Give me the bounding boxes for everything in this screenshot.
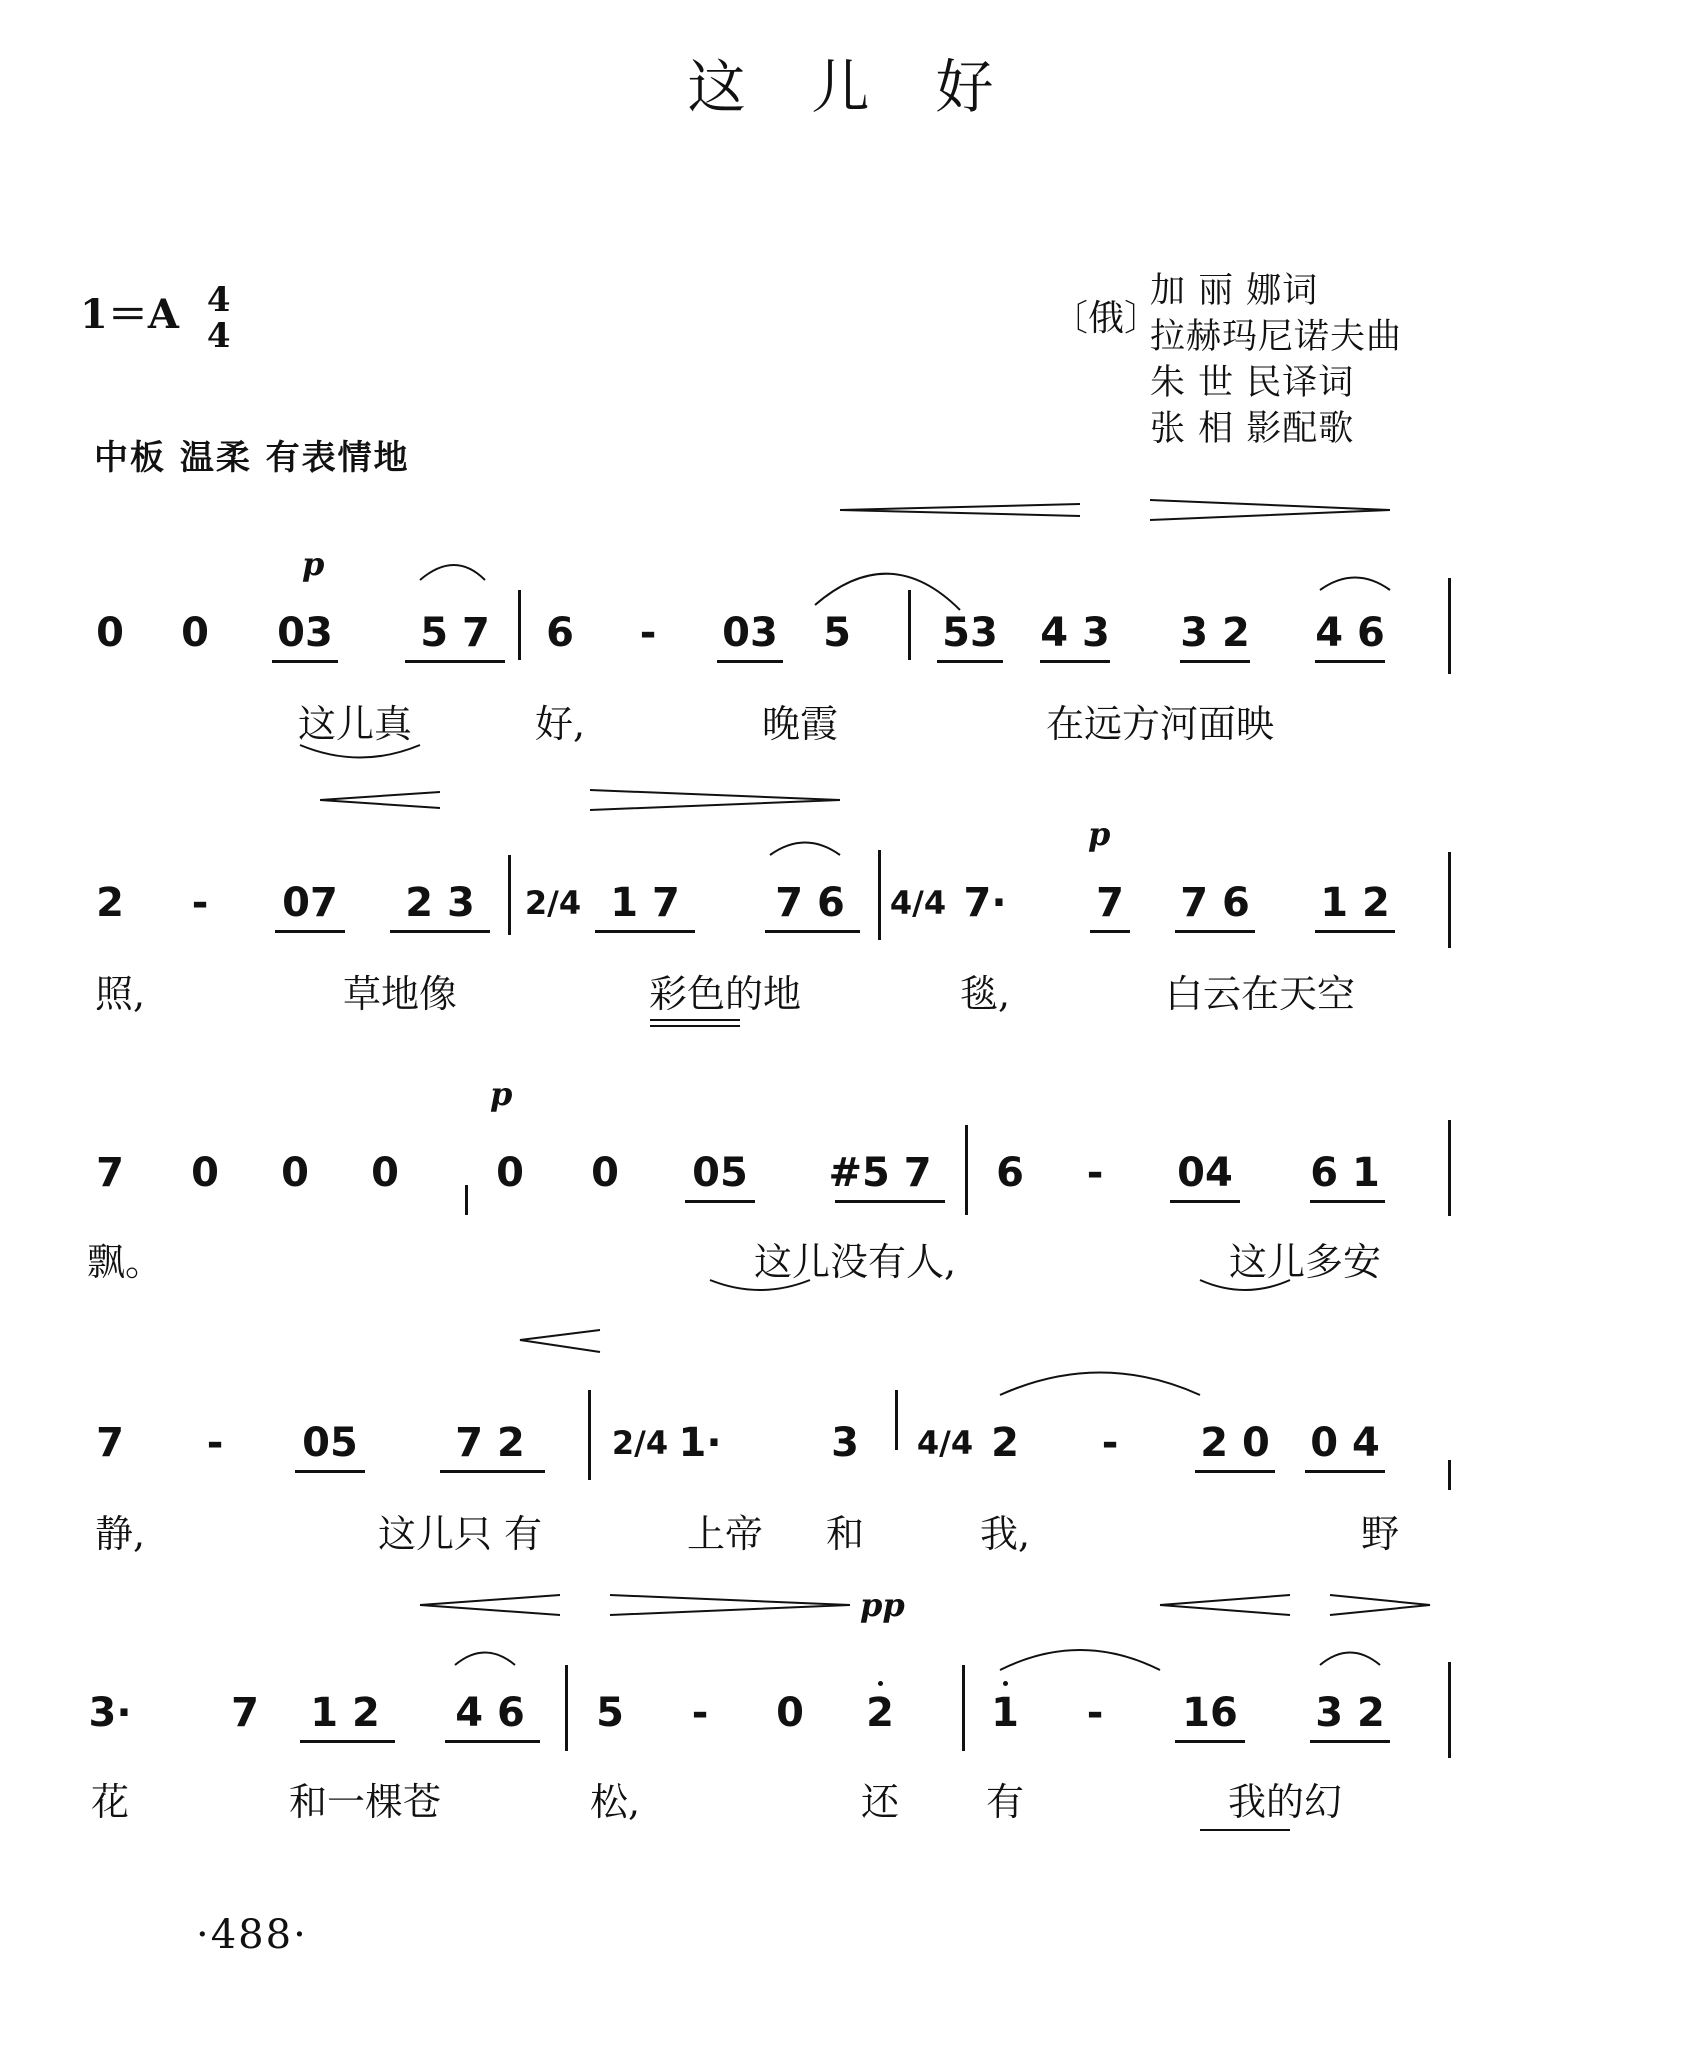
beam [405, 660, 505, 663]
note: 6 1 [1310, 1150, 1380, 1196]
high-dot [878, 1681, 883, 1686]
barline [588, 1390, 591, 1480]
note: 1· [678, 1420, 722, 1466]
barline [1448, 578, 1451, 674]
slur [1000, 1373, 1200, 1396]
credit-arranger: 张 相 影配歌 [1150, 409, 1355, 449]
note: 7 6 [1180, 880, 1250, 926]
note: 0 4 [1310, 1420, 1380, 1466]
note: 7 [96, 1420, 124, 1466]
note: 0 [591, 1150, 619, 1196]
note: 1 2 [1320, 880, 1390, 926]
title-char: 这 [687, 53, 812, 121]
beam [1040, 660, 1110, 663]
slur [1320, 578, 1390, 591]
decrescendo-hairpin [840, 504, 1080, 516]
beam [275, 930, 345, 933]
note: 3 [831, 1420, 859, 1466]
note: 1 [991, 1690, 1019, 1736]
lyric: 有 [985, 1780, 1025, 1824]
lyric: 在远方河面映 [1045, 702, 1275, 746]
crescendo-hairpin [1160, 1595, 1290, 1615]
lyric: 这儿只 有 [377, 1512, 543, 1556]
lyric: 彩色的地 [648, 972, 802, 1016]
dynamic-p: p [1088, 815, 1111, 853]
note: 7 [231, 1690, 259, 1736]
beam [1195, 1470, 1275, 1473]
dynamic-p: p [302, 545, 325, 583]
dynamic-pp: pp [860, 1586, 905, 1624]
note: 5 7 [420, 610, 490, 656]
note: 2 [991, 1420, 1019, 1466]
note: 2 [866, 1690, 894, 1736]
beam [1310, 1200, 1385, 1203]
note: 53 [942, 610, 998, 656]
lyric: 上帝 [686, 1512, 764, 1556]
barline [962, 1665, 965, 1751]
lyric: 白云在天空 [1164, 972, 1356, 1016]
lyric: 静, [94, 1512, 146, 1556]
note: 7· [963, 880, 1007, 926]
barline [508, 855, 511, 935]
note: 0 [281, 1150, 309, 1196]
note: 4 6 [455, 1690, 525, 1736]
slur [815, 574, 960, 610]
title-char: 儿 [811, 53, 936, 121]
credit-composer: 拉赫玛尼诺夫曲 [1150, 317, 1403, 357]
note: 03 [722, 610, 778, 656]
note: 3 2 [1180, 610, 1250, 656]
lyric: 我的幻 [1227, 1780, 1343, 1824]
credits-origin: 〔俄〕 [1052, 298, 1161, 339]
note: 0 [776, 1690, 804, 1736]
lyric: 我, [979, 1512, 1031, 1556]
barline [1448, 1460, 1451, 1490]
crescendo-hairpin [420, 1595, 560, 1615]
lyric: 松, [589, 1780, 641, 1824]
lyric: 这儿多安 [1228, 1240, 1382, 1284]
beam [1175, 930, 1255, 933]
lyric: 野 [1360, 1512, 1400, 1556]
time-top: 4 [206, 280, 231, 320]
lyric: 晚霞 [761, 702, 839, 746]
beam [1315, 660, 1385, 663]
beam [765, 930, 860, 933]
beam [1090, 930, 1130, 933]
lyric-slur [300, 745, 420, 758]
note: 4 6 [1315, 610, 1385, 656]
beam [1175, 1740, 1245, 1743]
beam [1315, 930, 1395, 933]
crescendo-hairpin [320, 792, 440, 808]
lyric: 这儿真 [297, 702, 413, 746]
note: 7 2 [455, 1420, 525, 1466]
note: 4 3 [1040, 610, 1110, 656]
note: - [1086, 1690, 1104, 1736]
note: 7 6 [775, 880, 845, 926]
beam [717, 660, 783, 663]
note: 0 [496, 1150, 524, 1196]
beam [1310, 1740, 1390, 1743]
barline [518, 590, 521, 660]
lyric: 这儿没有人, [753, 1240, 957, 1284]
high-dot [1003, 1681, 1008, 1686]
barline [1448, 1120, 1451, 1216]
note: 03 [277, 610, 333, 656]
note: 07 [282, 880, 338, 926]
credit-translator: 朱 世 民译词 [1150, 363, 1355, 403]
note: 1 7 [610, 880, 680, 926]
lyric: 草地像 [342, 972, 458, 1016]
beam [445, 1740, 540, 1743]
note: 0 [371, 1150, 399, 1196]
note: 05 [692, 1150, 748, 1196]
barline [908, 590, 911, 660]
note: 0 [191, 1150, 219, 1196]
beam [1170, 1200, 1240, 1203]
dynamic-p: p [490, 1075, 513, 1113]
credit-lyricist: 加 丽 娜词 [1150, 271, 1319, 311]
lyric: 和 [825, 1512, 865, 1556]
barline [565, 1665, 568, 1751]
beam [685, 1200, 755, 1203]
slur [1000, 1650, 1160, 1670]
barline [965, 1125, 968, 1215]
lyric: 飘。 [86, 1240, 164, 1284]
slur [455, 1653, 515, 1666]
note: 04 [1177, 1150, 1233, 1196]
note: 2 0 [1200, 1420, 1270, 1466]
lyric: 毯, [959, 972, 1011, 1016]
lyric: 花 [90, 1780, 130, 1824]
title-char: 好 [935, 53, 1060, 121]
barline [465, 1185, 468, 1215]
double-underline [650, 1020, 740, 1026]
slur [770, 843, 840, 856]
barline [1448, 852, 1451, 948]
decrescendo-hairpin [1330, 1595, 1430, 1615]
decrescendo-hairpin [1150, 500, 1390, 520]
note: 1 2 [310, 1690, 380, 1736]
note: 0 [96, 610, 124, 656]
slur [420, 565, 485, 580]
lyric: 还 [860, 1780, 900, 1824]
note: - [206, 1420, 224, 1466]
note: 0 [181, 610, 209, 656]
note: 7 [96, 1150, 124, 1196]
note: 5 [823, 610, 851, 656]
beam [272, 660, 338, 663]
beam [300, 1740, 395, 1743]
note: 2 3 [405, 880, 475, 926]
tempo-marking: 中板 温柔 有表情地 [94, 438, 410, 478]
note: 16 [1182, 1690, 1238, 1736]
note: - [691, 1690, 709, 1736]
note: 6 [546, 610, 574, 656]
note: - [1101, 1420, 1119, 1466]
decrescendo-hairpin [590, 790, 840, 810]
decrescendo-hairpin [610, 1595, 850, 1615]
beam [1305, 1470, 1385, 1473]
barline [895, 1390, 898, 1450]
time-change: 2/4 [524, 884, 582, 922]
note: - [1086, 1150, 1104, 1196]
note: 05 [302, 1420, 358, 1466]
lyric: 好, [534, 702, 586, 746]
crescendo-hairpin [520, 1330, 600, 1352]
beam [595, 930, 695, 933]
time-change: 4/4 [916, 1424, 974, 1462]
lyric: 和一棵苍 [288, 1780, 442, 1824]
beam [937, 660, 1003, 663]
note: 5 [596, 1690, 624, 1736]
note: 6 [996, 1150, 1024, 1196]
beam [1180, 660, 1250, 663]
beam [295, 1470, 365, 1473]
note: - [191, 880, 209, 926]
time-bottom: 4 [206, 316, 231, 356]
barline [878, 850, 881, 940]
page-number: ·488· [196, 1912, 308, 1958]
time-change: 2/4 [611, 1424, 669, 1462]
time-change: 4/4 [889, 884, 947, 922]
lyric: 照, [94, 972, 146, 1016]
barline [1448, 1662, 1451, 1758]
beam [440, 1470, 545, 1473]
slur [1320, 1653, 1380, 1666]
key-label: 1＝A [80, 291, 179, 338]
beam [835, 1200, 945, 1203]
note: 3 2 [1315, 1690, 1385, 1736]
note: - [639, 610, 657, 656]
beam [390, 930, 490, 933]
note: 7 [1096, 880, 1124, 926]
note: 2 [96, 880, 124, 926]
note: 3· [88, 1690, 132, 1736]
note: #5 7 [828, 1150, 932, 1196]
